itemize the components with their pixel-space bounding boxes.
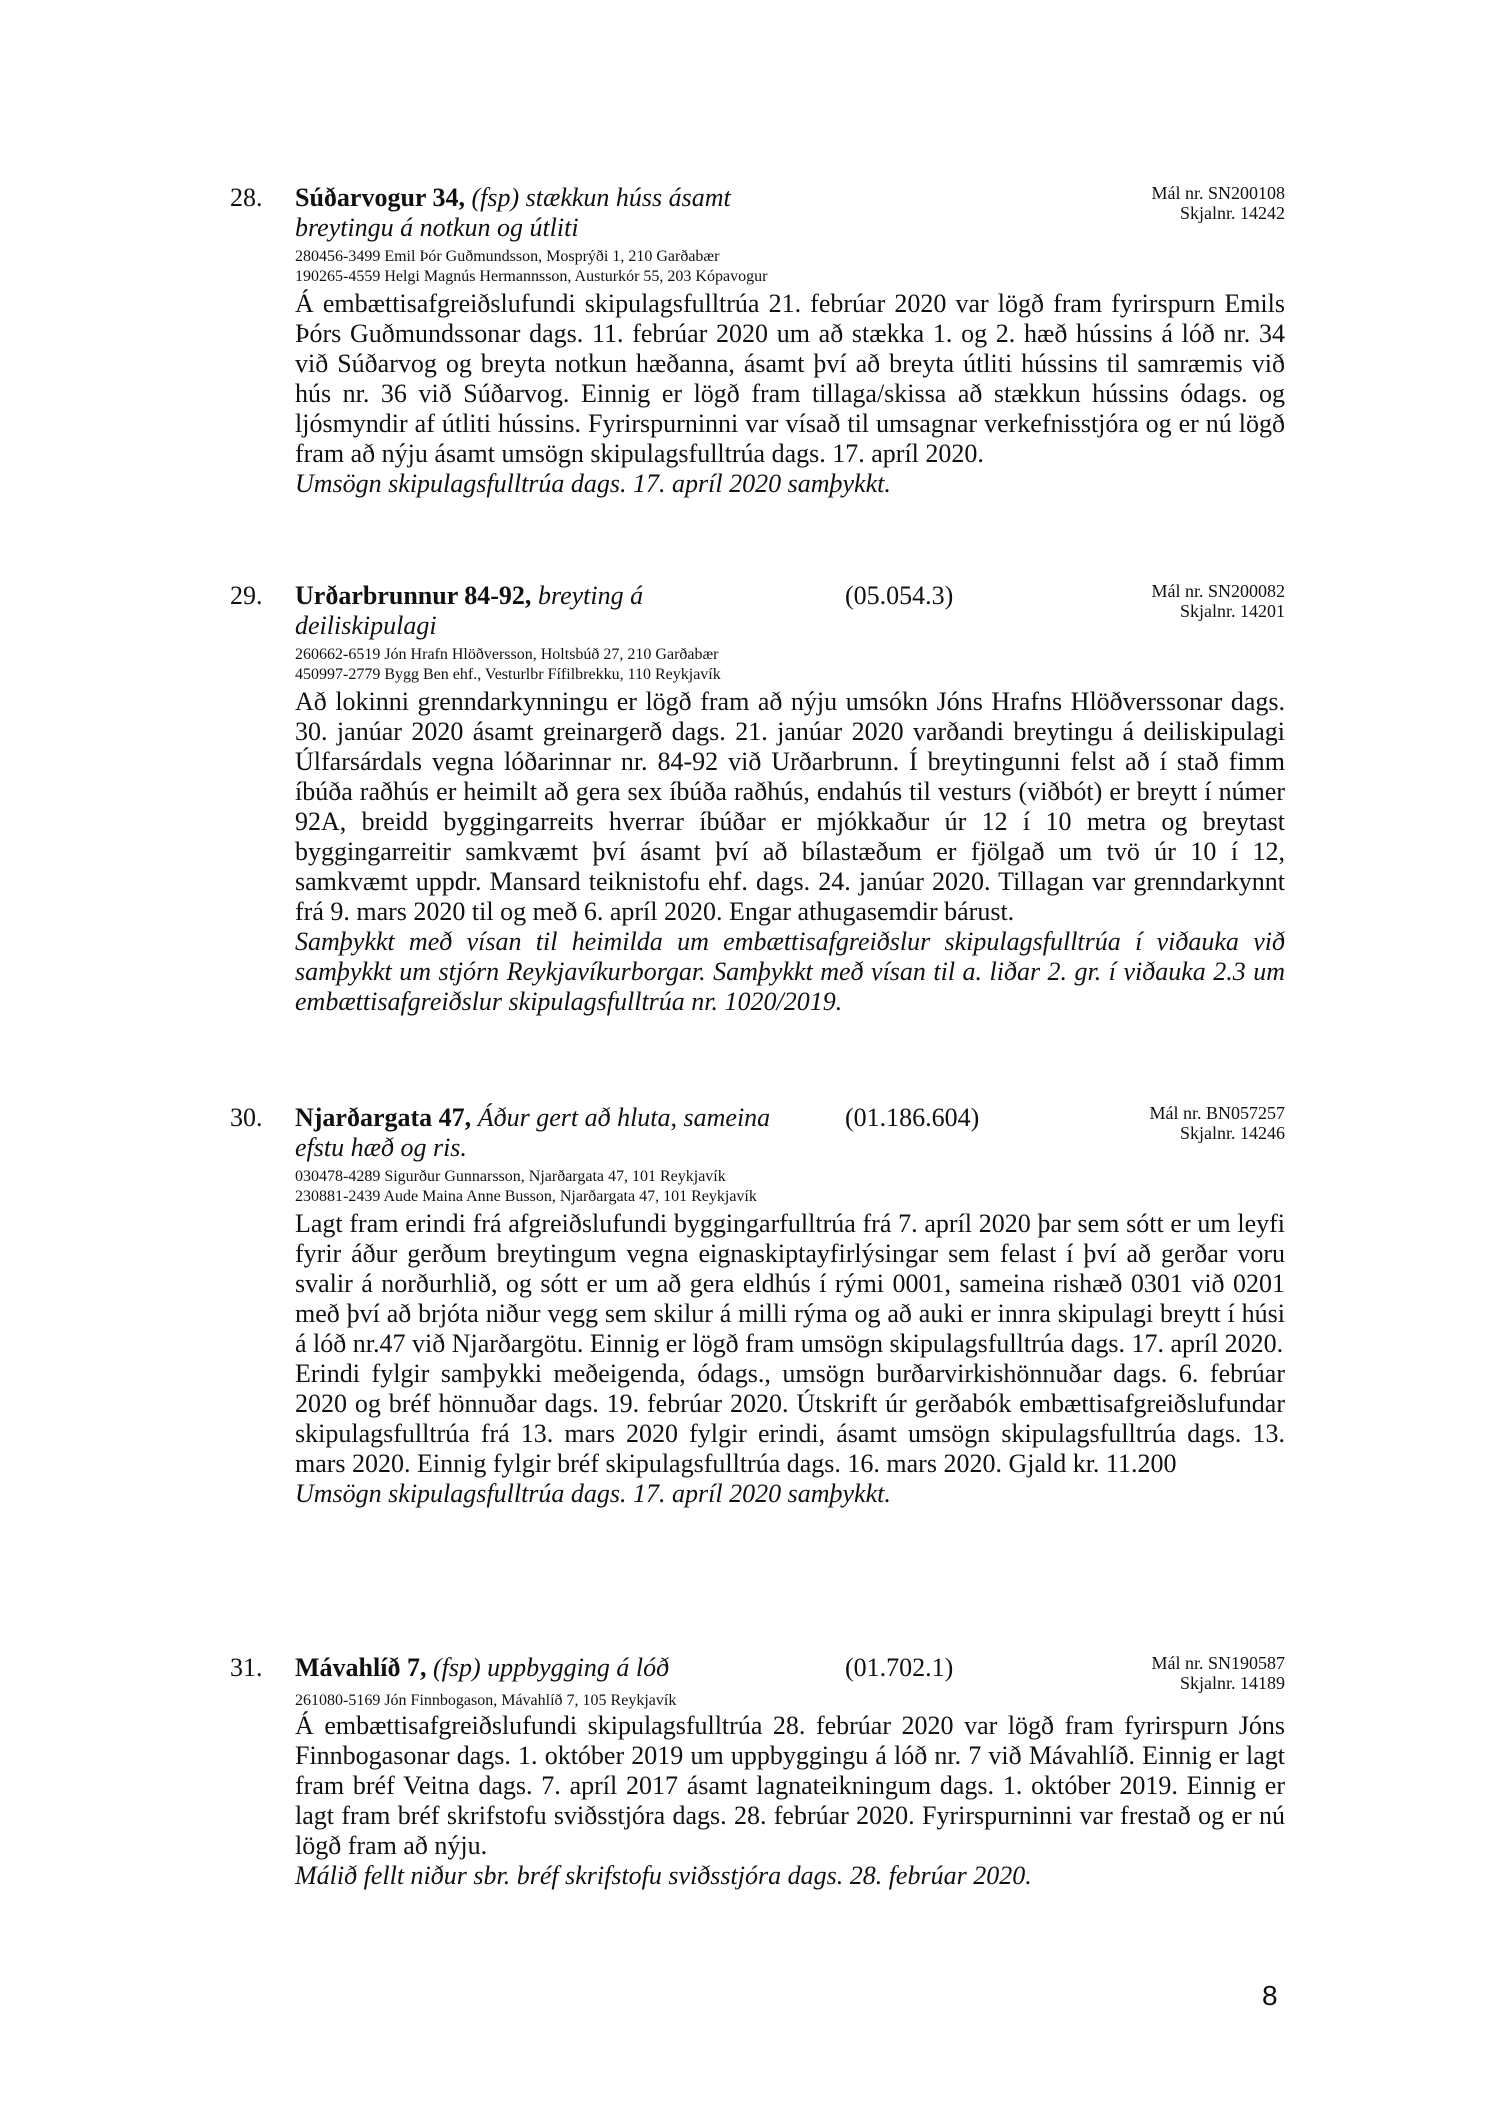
item-subtitle-2: efstu hæð og ris. (295, 1133, 467, 1162)
case-reference (1149, 1103, 1285, 1143)
item-subtitle-1: (fsp) stækkun húss ásamt (471, 183, 731, 212)
owners-list (295, 645, 721, 685)
item-conclusion: Umsögn skipulagsfulltrúa dags. 17. apríl 2020 samþykkt. (295, 469, 891, 498)
land-code: (01.186.604) (845, 1103, 980, 1132)
owner-line: 190265-4559 Helgi Magnús Hermannsson, Austurkór 55, 203 Kópavogur (295, 268, 768, 285)
body-paragraph: Lagt fram erindi frá afgreiðslufundi byggingarfulltrúa frá 7. apríl 2020 þar sem sótt er um leyfi fyrir áður gerðum breytingum vegna eignaskiptayfirlýsingar sem felast í því að gerðar voru svalir á norðurhlið, og sótt er um að gera eldhús í rými 0001, sameina rishæð 0301 við 0201 með því að brjóta niður vegg sem skilur á milli rýma og að auki er innra skipulagi breytt í húsi á lóð nr.47 við Njarðargötu. Einnig er lögð fram umsögn skipulagsfulltrúa dags. 17. apríl 2020. (295, 1209, 1285, 1358)
owner-line: 030478-4289 Sigurður Gunnarsson, Njarðargata 47, 101 Reykjavík (295, 1168, 726, 1185)
mal-number: Mál nr. SN200082 (1151, 581, 1285, 601)
body-paragraph: Að lokinni grenndarkynningu er lögð fram að nýju umsókn Jóns Hrafns Hlöðverssonar dags. 30. janúar 2020 ásamt greinargerð dags. 21. janúar 2020 varðandi breytingu á deiliskipulagi Úlfarsárdals vegna lóðarinnar nr. 84-92 við Urðarbrunn. Í breytingunni felst að í stað fimm íbúða raðhús er heimilt að gera sex íbúða raðhús, endahús til vesturs (viðbót) er breytt í númer 92A, breidd byggingarreits hverrar íbúðar er mjókkaður úr 12 í 10 metra og breytast byggingarreitir samkvæmt því ásamt því að bílastæðum er fjölgað um tvö úr 10 í 12, samkvæmt uppdr. Mansard teiknistofu ehf. dags. 24. janúar 2020. Tillagan var grenndarkynnt frá 9. mars 2020 til og með 6. apríl 2020. Engar athugasemdir bárust. (295, 687, 1285, 926)
case-reference (1151, 183, 1285, 223)
item-number: 30. (230, 1103, 263, 1132)
item-title: Súðarvogur 34, (295, 183, 465, 212)
item-number: 29. (230, 581, 263, 610)
item-conclusion: Umsögn skipulagsfulltrúa dags. 17. apríl 2020 samþykkt. (295, 1479, 891, 1508)
land-code: (05.054.3) (845, 581, 954, 610)
item-heading (295, 581, 825, 641)
item-subtitle-1: (fsp) uppbygging á lóð (432, 1653, 670, 1682)
skjal-number: Skjalnr. 14246 (1179, 1123, 1285, 1143)
skjal-number: Skjalnr. 14242 (1179, 203, 1285, 223)
body-paragraph: Á embættisafgreiðslufundi skipulagsfulltrúa 28. febrúar 2020 var lögð fram fyrirspurn Jóns Finnbogasonar dags. 1. október 2019 um uppbyggingu á lóð nr. 7 við Mávahlíð. Einnig er lagt fram bréf Veitna dags. 7. apríl 2017 ásamt lagnateikningum dags. 1. október 2019. Einnig er lagt fram bréf skrifstofu sviðsstjóra dags. 28. febrúar 2020. Fyrirspurninni var frestað og er nú lögð fram að nýju. (295, 1711, 1285, 1860)
item-heading (295, 183, 825, 243)
item-heading (295, 1653, 825, 1683)
item-title: Njarðargata 47, (295, 1103, 472, 1132)
item-subtitle-1: breyting á (537, 581, 644, 610)
owners-list (295, 1167, 757, 1207)
item-body (295, 289, 1285, 499)
skjal-number: Skjalnr. 14189 (1179, 1673, 1285, 1693)
skjal-number: Skjalnr. 14201 (1179, 601, 1285, 621)
mal-number: Mál nr. BN057257 (1149, 1103, 1285, 1123)
owners-list (295, 247, 767, 287)
owner-line: 261080-5169 Jón Finnbogason, Mávahlíð 7, 105 Reykjavík (295, 1692, 677, 1709)
item-number: 28. (230, 183, 263, 212)
owner-line: 230881-2439 Aude Maina Anne Busson, Njarðargata 47, 101 Reykjavík (295, 1188, 757, 1205)
item-conclusion: Samþykkt með vísan til heimilda um embættisafgreiðslur skipulagsfulltrúa í viðauka við samþykkt um stjórn Reykjavíkurborgar. Samþykkt með vísan til a. liðar 2. gr. í viðauka 2.3 um embættisafgreiðslur skipulagsfulltrúa nr. 1020/2019. (295, 927, 1285, 1016)
item-body (295, 1711, 1285, 1891)
case-reference (1151, 1653, 1285, 1693)
item-body (295, 687, 1285, 1017)
item-subtitle-2: deiliskipulagi (295, 611, 437, 640)
item-title: Urðarbrunnur 84-92, (295, 581, 532, 610)
item-body (295, 1209, 1285, 1509)
case-reference (1151, 581, 1285, 621)
item-conclusion: Málið fellt niður sbr. bréf skrifstofu sviðsstjóra dags. 28. febrúar 2020. (295, 1861, 1032, 1890)
item-number: 31. (230, 1653, 263, 1682)
item-subtitle-2: breytingu á notkun og útliti (295, 213, 579, 242)
owner-line: 450997-2779 Bygg Ben ehf., Vesturlbr Fífilbrekku, 110 Reykjavík (295, 666, 721, 683)
owner-line: 260662-6519 Jón Hrafn Hlöðversson, Holtsbúð 27, 210 Garðabær (295, 646, 719, 663)
body-paragraph: Á embættisafgreiðslufundi skipulagsfulltrúa 21. febrúar 2020 var lögð fram fyrirspurn Emils Þórs Guðmundssonar dags. 11. febrúar 2020 um að stækka 1. og 2. hæð hússins á lóð nr. 34 við Súðarvog og breyta notkun hæðanna, ásamt því að breyta útliti hússins til samræmis við hús nr. 36 við Súðarvog. Einnig er lögð fram tillaga/skissa að stækkun hússins ódags. og ljósmyndir af útliti hússins. Fyrirspurninni var vísað til umsagnar verkefnisstjóra og er nú lögð fram að nýju ásamt umsögn skipulagsfulltrúa dags. 17. apríl 2020. (295, 289, 1285, 468)
owners-list (295, 1691, 676, 1711)
body-paragraph: Erindi fylgir samþykki meðeigenda, ódags., umsögn burðarvirkishönnuðar dags. 6. febrúar 2020 og bréf hönnuðar dags. 19. febrúar 2020. Útskrift úr gerðabók embættisafgreiðslufundar skipulagsfulltrúa frá 13. mars 2020 fylgir erindi, ásamt umsögn skipulagsfulltrúa dags. 13. mars 2020. Einnig fylgir bréf skipulagsfulltrúa dags. 16. mars 2020. Gjald kr. 11.200 (295, 1359, 1285, 1478)
owner-line: 280456-3499 Emil Þór Guðmundsson, Mosprýði 1, 210 Garðabær (295, 248, 720, 265)
item-subtitle-1: Áður gert að hluta, sameina (477, 1103, 771, 1132)
land-code: (01.702.1) (845, 1653, 954, 1682)
mal-number: Mál nr. SN200108 (1151, 183, 1285, 203)
mal-number: Mál nr. SN190587 (1151, 1653, 1285, 1673)
page-number: 8 (1262, 1980, 1278, 2011)
item-title: Mávahlíð 7, (295, 1653, 427, 1682)
item-heading (295, 1103, 825, 1163)
